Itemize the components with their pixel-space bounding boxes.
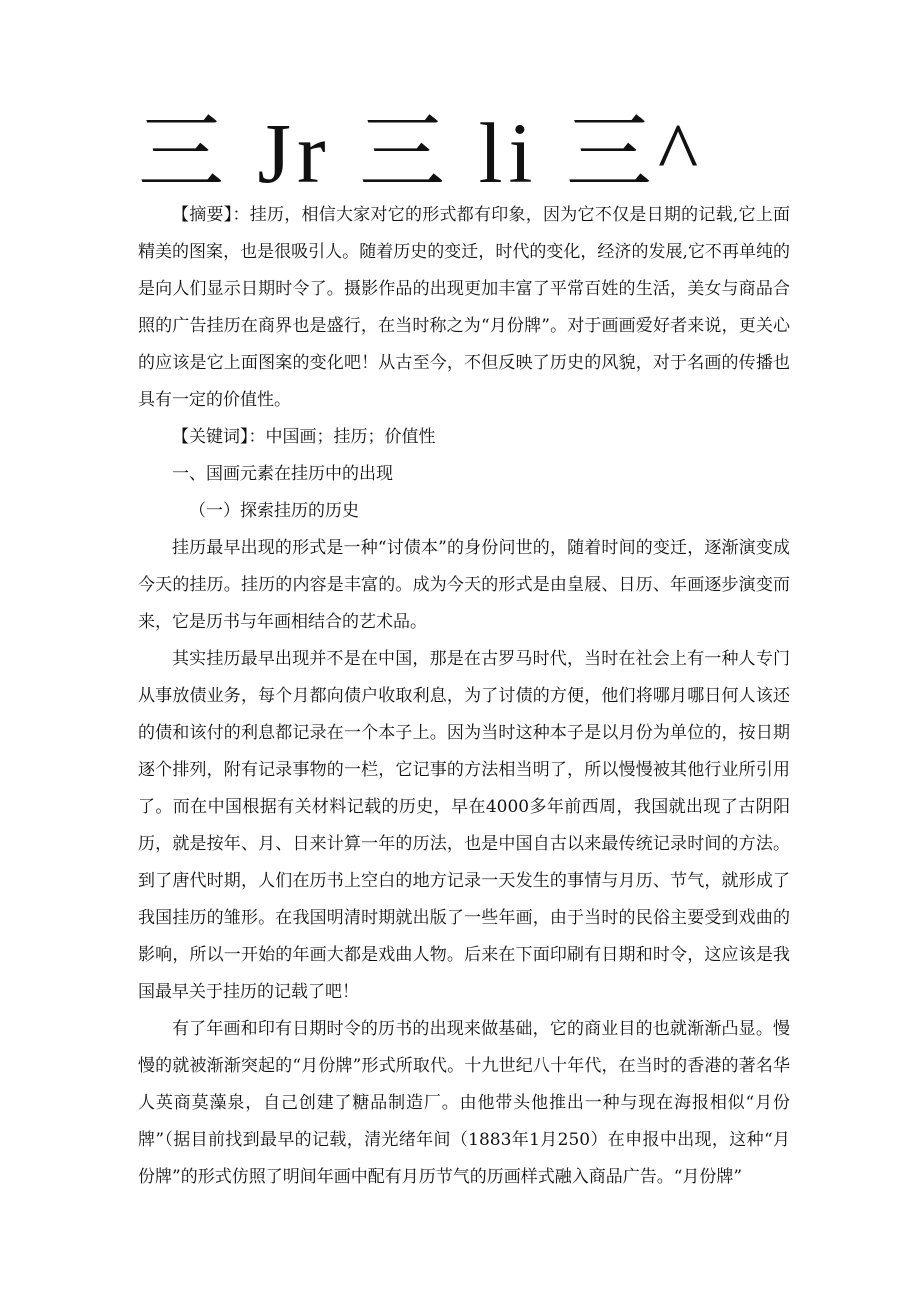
body-paragraph: 挂历最早出现的形式是一种“讨债本”的身份问世的，随着时间的变迁，逐渐演变成今天的挂历。挂历的内容是丰富的。成为今天的形式是由皇屐、日历、年画逐步演变而来，它是历书与年画相结合的艺术品。 (138, 538, 790, 632)
section-heading: 一、国画元素在挂历中的出现 (172, 464, 393, 484)
body-paragraph: 其实挂历最早出现并不是在中国，那是在古罗马时代，当时在社会上有一种人专门从事放债业务，每个月都向债户收取利息，为了讨债的方便，他们将哪月哪日何人该还的债和该付的利息都记录在一个本子上。因为当时这种本子是以月份为单位的，按日期逐个排列，附有记录事物的一栏，它记事的方法相当明了，所以慢慢被其他行业所引用了。而在中国根据有关材料记载的历史，早在4000多年前西周，我国就出现了古阴阳历，就是按年、月、日来计算一年的历法，也是中国自古以来最传统记录时间的方法。到了唐代时期，人们在历书上空白的地方记录一天发生的事情与月历、节气，就形成了我国挂历的雏形。在我国明清时期就出版了一些年画，由于当时的民俗主要受到戏曲的影响，所以一开始的年画大都是戏曲人物。后来在下面印刷有日期和时令，这应该是我国最早关于挂历的记载了吧！ (138, 649, 790, 1002)
document-body (138, 197, 790, 1196)
abstract-paragraph: 【摘要】：挂历，相信大家对它的形式都有印象，因为它不仅是日期的记载,它上面精美的图案，也是很吸引人。随着历史的变迁，时代的变化，经济的发展,它不再单纯的是向人们显示日期时令了。摄影作品的出现更加丰富了平常百姓的生活，美女与商品合照的广告挂历在商界也是盛行，在当时称之为“月份牌”。对于画画爱好者来说，更关心的应该是它上面图案的变化吧！从古至今，不但反映了历史的风貌，对于名画的传播也具有一定的价值性。 (138, 205, 790, 410)
body-paragraph: 有了年画和印有日期时令的历书的出现来做基础，它的商业目的也就渐渐凸显。慢慢的就被渐渐突起的“月份牌”形式所取代。十九世纪八十年代，在当时的香港的著名华人英商莫藻泉，自己创建了糖品制造厂。由他带头他推出一种与现在海报相似“月份牌”（据目前找到最早的记载，清光绪年间（1883年1月250）在申报中出现，这种“月份牌”的形式仿照了明间年画中配有月历节气的历画样式融入商品广告。“月份牌” (138, 1019, 790, 1187)
keywords-paragraph: 【关键词】：中国画；挂历；价值性 (172, 427, 436, 447)
document-title: 三 Jr 三 li 三^ (138, 105, 705, 201)
subsection-heading: （一）探索挂历的历史 (189, 501, 359, 521)
